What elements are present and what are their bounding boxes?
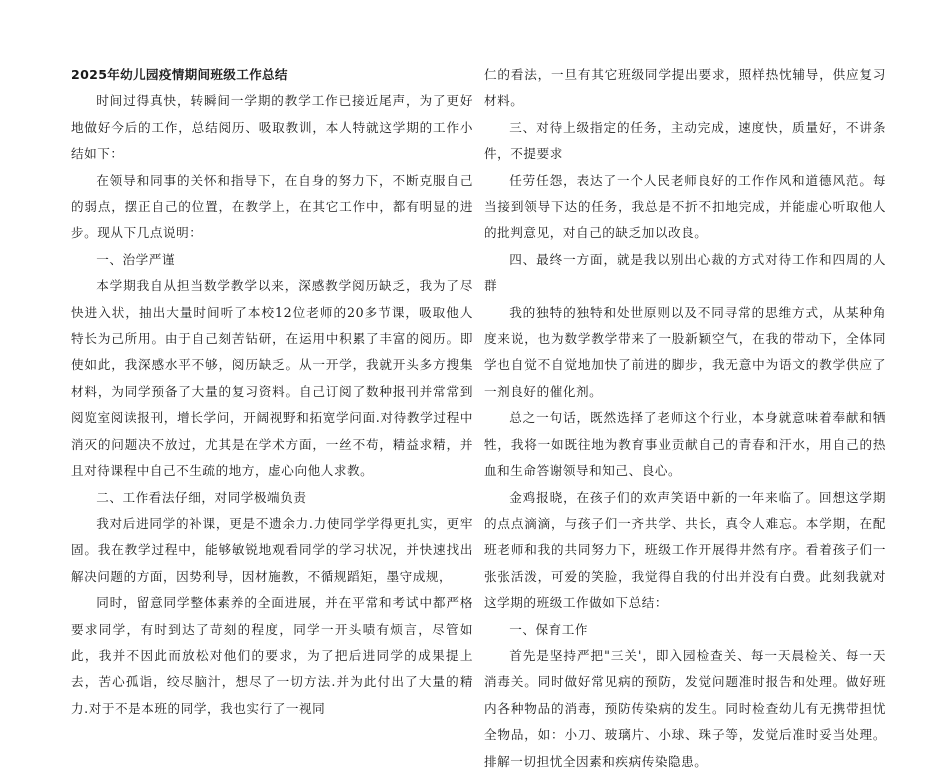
paragraph: 本学期我自从担当数学教学以来，深感教学阅历缺乏，我为了尽快进入状，抽出大量时间听了本校12位老师的20多节课，吸取他人特长为己所用。由于自己刻苦钻研，在运用中积累了丰富的阅历。即使如此，我深感水平不够，阅历缺乏。从一开学，我就开头多方搜集材料，为同学预备了大量的复习资料。自己订阅了数种报刊并常常到阅览室阅读报刊，增长学问，开阔视野和拓宽学问面.对待教学过程中消灭的问题决不放过，尤其是在学术方面，一丝不苟，精益求精，并且对待课程中自己不生疏的地方，虚心向他人求教。 xyxy=(71,278,473,479)
paragraph: 我的独特的独特和处世原则以及不同寻常的思维方式，从某种角度来说，也为数学教学带来了一股新颖空气，在我的带动下，全体同学也自觉不自觉地加快了前进的脚步，我无意中为语文的教学供应了一剂良好的催化剂。 xyxy=(484,304,886,399)
section-heading: 四、最终一方面，就是我以别出心裁的方式对待工作和四周的人群 xyxy=(484,251,886,294)
section-heading: 三、对待上级指定的任务，主动完成，速度快，质量好，不讲条件，不提要求 xyxy=(484,119,886,162)
paragraph: 金鸡报晓，在孩子们的欢声笑语中新的一年来临了。回想这学期的点点滴滴，与孩子们一齐共学、共长，真令人难忘。本学期，在配班老师和我的共同努力下，班级工作开展得井然有序。看着孩子们一张张活泼，可爱的笑脸，我觉得自我的付出并没有白费。此刻我就对这学期的班级工作做如下总结： xyxy=(484,489,886,611)
section-heading: 一、保育工作 xyxy=(509,621,589,637)
section-heading: 二、工作看法仔细，对同学极端负责 xyxy=(96,489,307,505)
paragraph: 总之一句话，既然选择了老师这个行业，本身就意味着奉献和牺牲，我将一如既往地为教育事业贡献自己的青春和汗水，用自己的热血和生命答谢领导和知己、良心。 xyxy=(484,410,886,479)
paragraph: 任劳任怨，表达了一个人民老师良好的工作作风和道德风范。每当接到领导下达的任务，我总是不折不扣地完成，并能虚心听取他人的批判意见，对自己的缺乏加以改良。 xyxy=(484,172,886,241)
paragraph: 我对后进同学的补课，更是不遗余力.力使同学学得更扎实，更牢固。我在教学过程中，能够敏锐地观看同学的学习状况，并快速找出解决问题的方面，因势利导，因材施教，不循规蹈矩，墨守成规， xyxy=(71,515,473,584)
paragraph: 同时，留意同学整体素养的全面进展，并在平常和考试中都严格要求同学，有时到达了苛刻的程度，同学一开头啧有烦言，尽管如此，我并不因此而放松对他们的要求，为了把后进同学的成果提上去，苦心孤诣，绞尽脑汁，想尽了一切方法.并为此付出了大量的精力.对于不是本班的同学，我也实行了一视同 xyxy=(71,595,473,716)
paragraph: 时间过得真快，转瞬间一学期的教学工作已接近尾声，为了更好地做好今后的工作，总结阅历、吸取教训，本人特就这学期的工作小结如下： xyxy=(71,93,473,162)
document-title: 2025年幼儿园疫情期间班级工作总结 xyxy=(71,67,288,82)
paragraph: 首先是坚持严把"三关'，即入园检查关、每一天晨检关、每一天消毒关。同时做好常见病的预防，发觉问题准时报告和处理。做好班内各种物品的消毒，预防传染病的发生。同时检查幼儿有无携带担忧全物品，如：小刀、玻璃片、小球、珠子等，发觉后准时妥当处理。排解一切担忧全因素和疾病传染隐患。 xyxy=(484,647,886,769)
paragraph-continued: 仁的看法，一旦有其它班级同学提出要求，照样热忱辅导，供应复习材料。 xyxy=(484,67,886,109)
section-heading: 一、治学严谨 xyxy=(96,251,176,267)
left-column xyxy=(71,62,473,722)
right-column xyxy=(484,62,886,775)
paragraph: 在领导和同事的关怀和指导下，在自身的努力下，不断克服自己的弱点，摆正自己的位置，在教学上，在其它工作中，都有明显的进步。现从下几点说明： xyxy=(71,172,473,241)
